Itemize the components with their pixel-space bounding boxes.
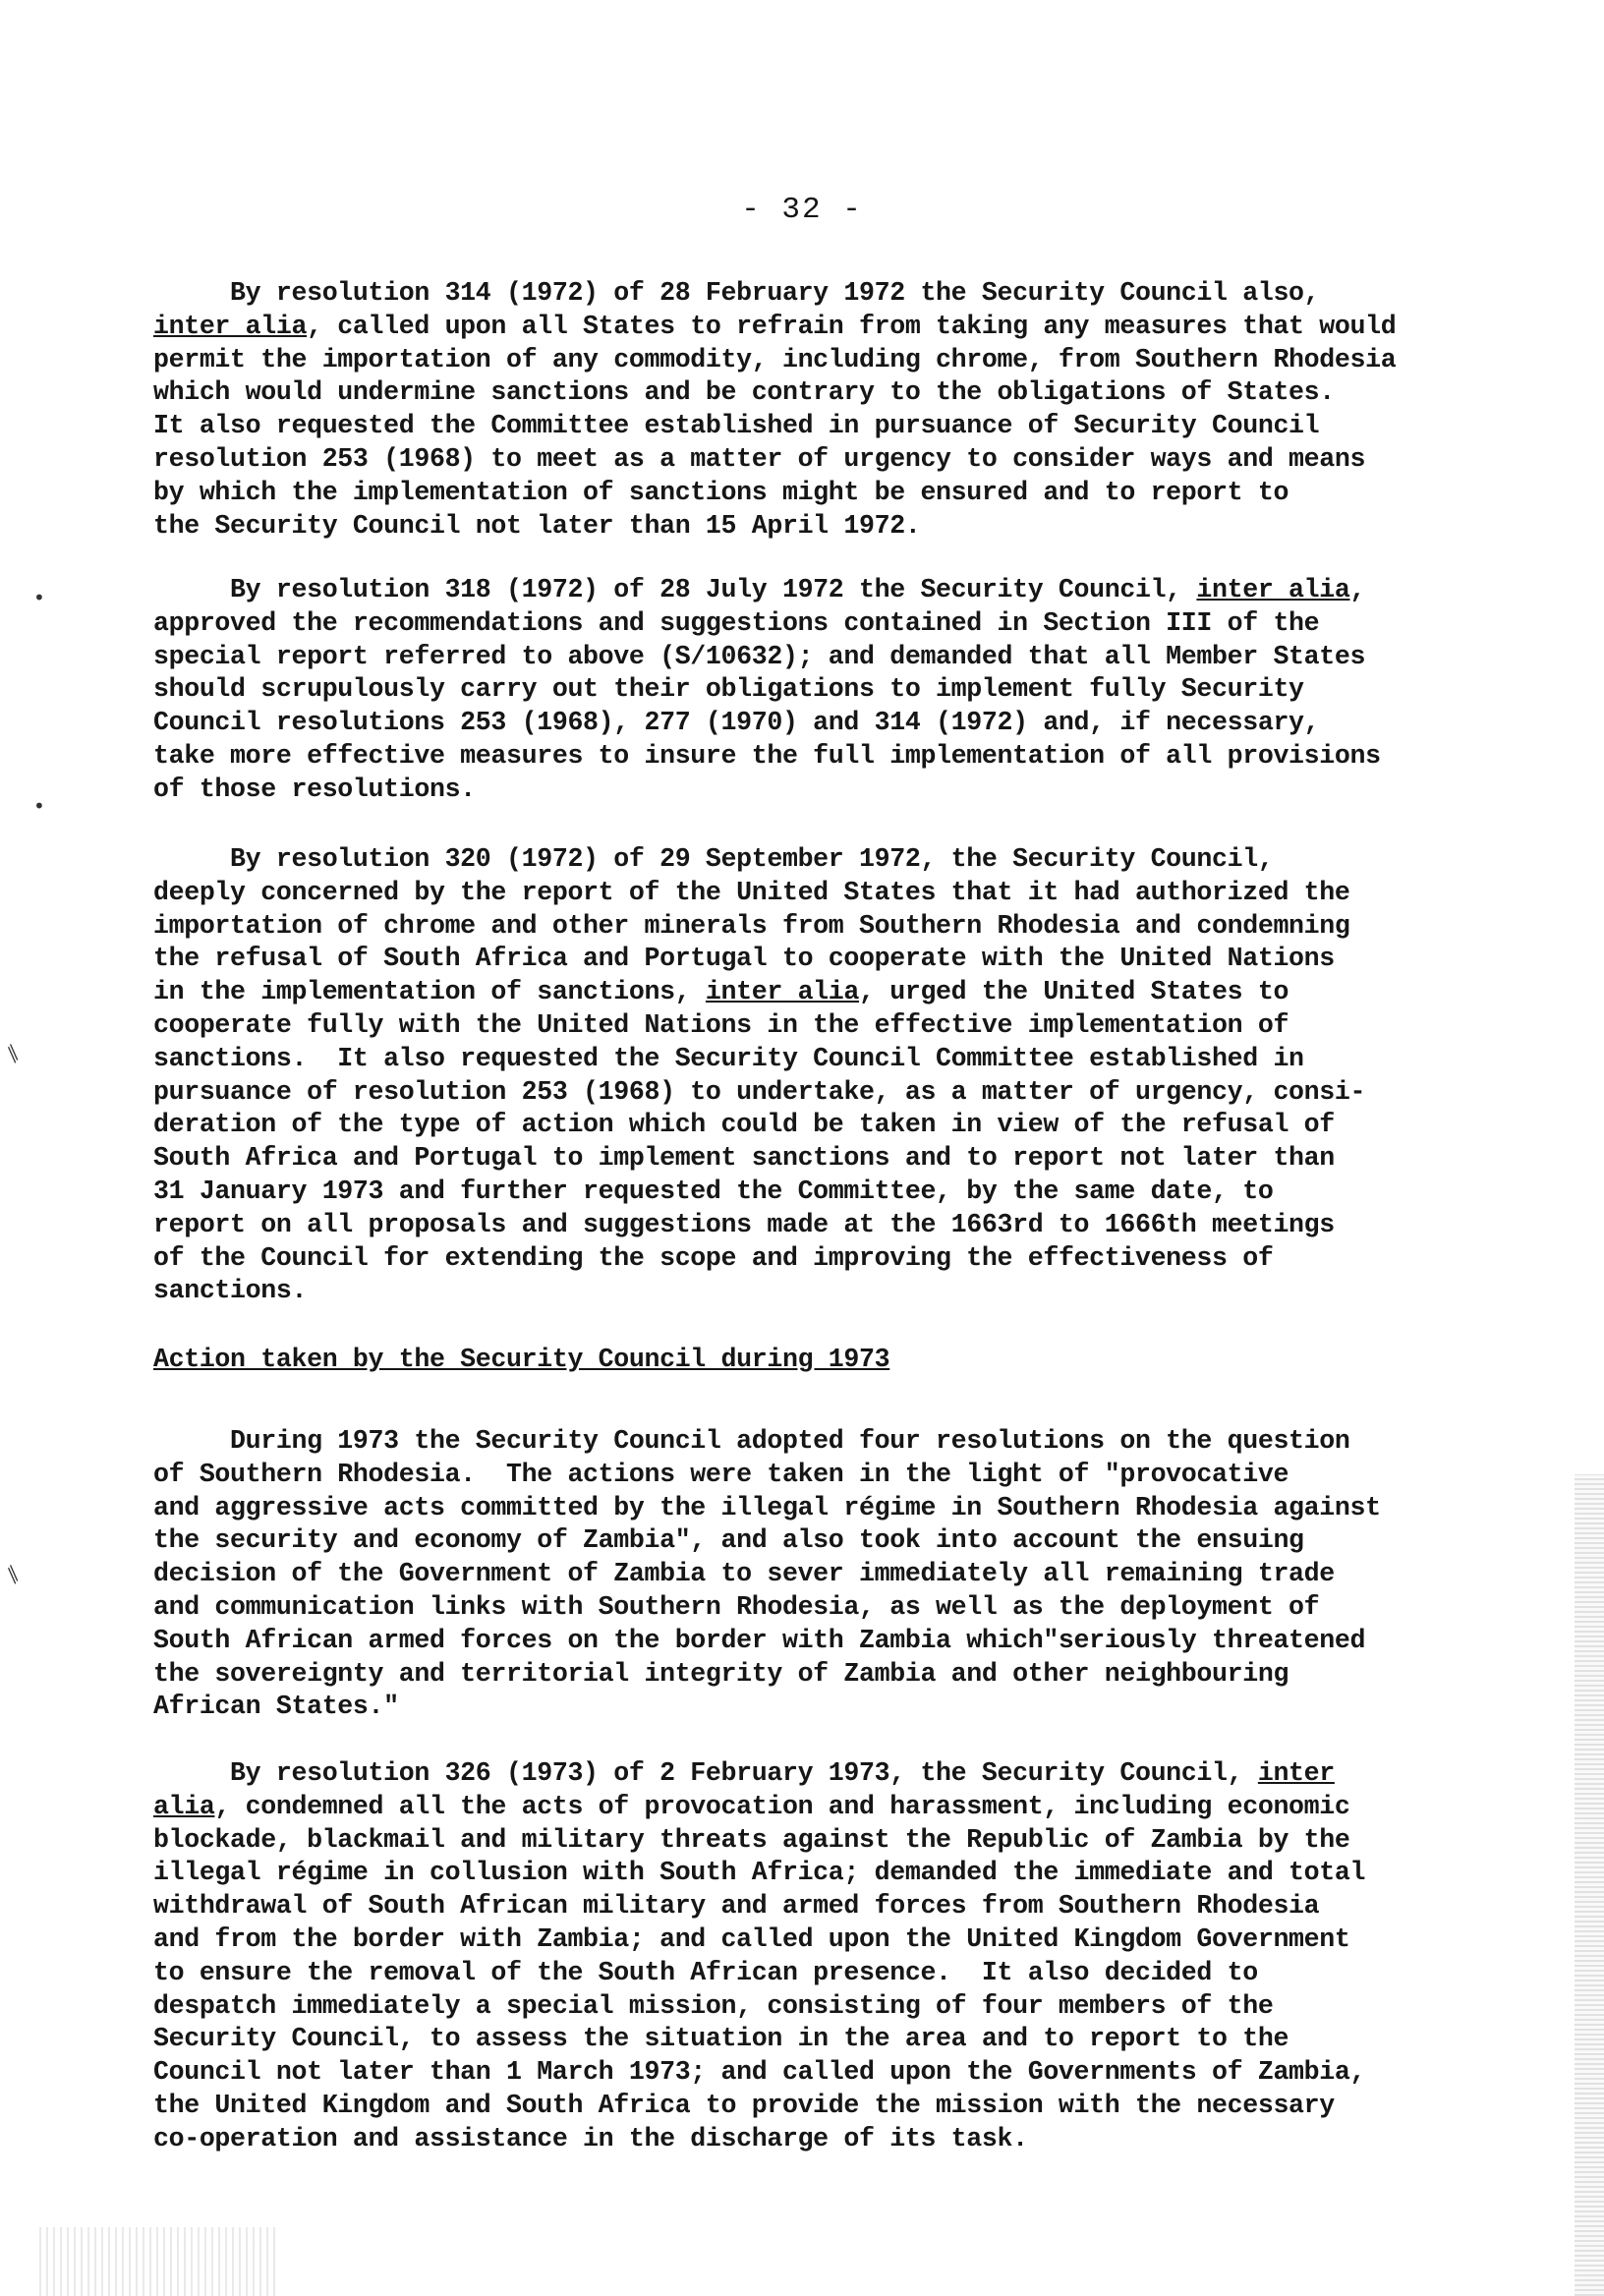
text-segment: , called upon all States to refrain from taking any measures that would permit the importation of any commodity, including chrome, from Southern Rhodesia which would undermine sanctions and be contrary to the obligations of States. It also requested the Committee established in pursuance of Security Council resolution 253 (1968) to meet as a matter of urgency to consider ways and means by which the implementation of sanctions might be ensured and to report to the Security Council not later than 15 April 1972.	[153, 311, 1397, 541]
paragraph-resolution-314	[153, 277, 1490, 543]
page-number: - 32 -	[741, 193, 863, 227]
scan-noise-bottom	[39, 2227, 275, 2296]
paragraph-during-1973	[153, 1425, 1490, 1724]
paragraph-resolution-320	[153, 843, 1490, 1308]
margin-dot: •	[33, 586, 45, 609]
margin-stroke: ⁄⁄	[1, 1565, 26, 1584]
paragraph-resolution-326	[153, 1757, 1490, 2156]
text-segment: During 1973 the Security Council adopted four resolutions on the question of Southern Rhodesia. The actions were taken in the light of "provocative and aggressive acts committed by the illegal régime in Southern Rhodesia against the security and economy of Zambia", and also took into account the ensuing decision of the Government of Zambia to sever immediately all remaining trade and communication links with Southern Rhodesia, as well as the deployment of South African armed forces on the border with Zambia which"seriously threatened the sovereignty and territorial integrity of Zambia and other neighbouring African States."	[153, 1426, 1381, 1722]
underlined-phrase: inter alia	[1196, 575, 1350, 604]
text-segment: , condemned all the acts of provocation and harassment, including economic blockade, blackmail and military threats against the Republic of Zambia by the illegal régime in collusion with South Africa; demanded the immediate and total withdrawal of South African military and armed forces from Southern Rhodesia and from the border with Zambia; and called upon the United Kingdom Government to ensure the removal of the South African presence. It also decided to despatch immediately a special mission, consisting of four members of the Security Council, to assess the situation in the area and to report to the Council not later than 1 March 1973; and called upon the Governments of Zambia, the United Kingdom and South Africa to provide the mission with the necessary co-operation and assistance in the discharge of its task.	[153, 1791, 1366, 2153]
text-segment: , approved the recommendations and suggestions contained in Section III of the special report referred to above (S/10632); and demanded that all Member States should scrupulously carry out their obligations to implement fully Security Council resolutions 253 (1968), 277 (1970) and 314 (1972) and, if necessary, take more effective measures to insure the full implementation of all provisions of those resolutions.	[153, 575, 1381, 804]
paragraph-resolution-318	[153, 574, 1490, 807]
underlined-phrase: inter alia	[705, 977, 860, 1007]
margin-dot: •	[33, 794, 45, 818]
margin-stroke: ⁄⁄	[1, 1044, 26, 1063]
underlined-phrase: alia	[153, 1791, 215, 1821]
underlined-phrase: inter	[1257, 1758, 1335, 1788]
text-segment: , urged the United States to cooperate fully with the United Nations in the effective implementation of sanctions. It also requested the Security Council Committee established in pursuance of resolution 253 (1968) to undertake, as a matter of urgency, consi- deration of the type of action which could be taken in view of the refusal of South Africa and Portugal to implement sanctions and to report not later than 31 January 1973 and further requested the Committee, by the same date, to report on all proposals and suggestions made at the 1663rd to 1666th meetings of the Council for extending the scope and improving the effectiveness of sanctions.	[153, 977, 1366, 1306]
text-segment: By resolution 326 (1973) of 2 February 1973, the Security Council,	[153, 1758, 1258, 1788]
underlined-phrase: inter alia	[153, 311, 308, 341]
text-segment: By resolution 320 (1972) of 29 September 1972, the Security Council, deeply concerned by the report of the United States that it had authorized the importation of chrome and other minerals from Southern Rhodesia and condemning the refusal of South Africa and Portugal to cooperate with the United Nations in the implementation of sanctions,	[153, 844, 1350, 1007]
text-segment: By resolution 318 (1972) of 28 July 1972 the Security Council,	[153, 575, 1197, 604]
text-segment: By resolution 314 (1972) of 28 February 1972 the Security Council also,	[230, 278, 1320, 308]
scan-noise-right	[1575, 1474, 1604, 2296]
section-heading: Action taken by the Security Council during 1973	[153, 1345, 890, 1374]
